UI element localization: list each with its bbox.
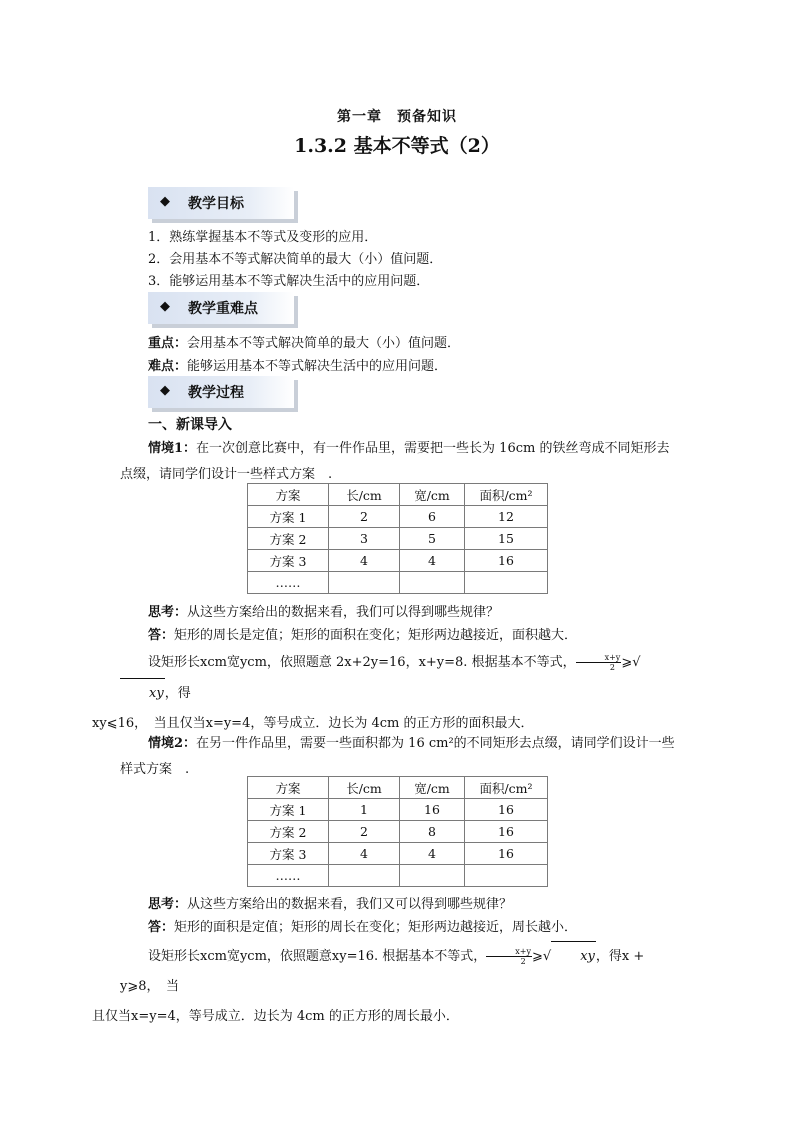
think-text: 从这些方案给出的数据来看，我们可以得到哪些规律？ <box>187 605 500 620</box>
answer-label: 答： <box>148 628 175 643</box>
analysis-text: ，得 <box>164 686 191 701</box>
think-text: 从这些方案给出的数据来看，我们又可以得到哪些规律？ <box>187 897 513 912</box>
table-cell: 4 <box>400 843 465 865</box>
scene2-think <box>148 893 512 912</box>
scene2-analysis: 设矩形长xcm宽ycm，依照题意xy=16. 根据基本不等式， $\frac{x+y}{2}$ ⩾√ xy，得x + y⩾8， 当 且仅当x=y=4，等号成立．边长为 4cm 的正方形的周长最小． <box>120 941 680 1032</box>
scene2-answer <box>148 916 577 935</box>
table-row <box>248 821 548 843</box>
table-cell: 方案 3 <box>248 550 329 572</box>
scene1-label: 情境1： <box>148 441 197 456</box>
table-cell: …… <box>248 572 329 594</box>
section-banner-keypoints <box>148 292 294 324</box>
goal-item: 2．会用基本不等式解决简单的最大（小）值问题． <box>148 252 443 267</box>
table-cell <box>329 572 400 594</box>
table-row <box>248 506 548 528</box>
table-header-cell: 长/cm <box>329 777 400 799</box>
difficult-point <box>148 355 447 374</box>
answer-text: 矩形的面积是定值；矩形的周长在变化；矩形两边越接近，周长越小． <box>174 920 578 935</box>
table-cell: 16 <box>465 821 548 843</box>
analysis-text: ，得x + y⩾8， 当 <box>120 949 645 994</box>
table-cell: 方案 1 <box>248 506 329 528</box>
scene1-text: 在一次创意比赛中，有一件作品里，需要把一些长为 16cm 的铁丝弯成不同矩形去点缀，请同学们设计一些样式方案 . <box>120 441 670 482</box>
relation-symbol: ⩾ <box>621 655 633 670</box>
scene1-think <box>148 601 499 620</box>
table-header-cell: 宽/cm <box>400 484 465 506</box>
table-cell <box>465 865 548 887</box>
sqrt-expression: xy <box>120 678 165 709</box>
table-cell: 12 <box>465 506 548 528</box>
table-cell: 6 <box>400 506 465 528</box>
scene2-text: 在另一件作品里，需要一些面积都为 16 cm²的不同矩形去点缀，请同学们设计一些样式方案 . <box>120 736 675 777</box>
table-cell: 16 <box>400 799 465 821</box>
table-cell: 3 <box>329 528 400 550</box>
table-cell: 方案 1 <box>248 799 329 821</box>
table-row <box>248 572 548 594</box>
scene2-table <box>247 776 548 887</box>
think-label: 思考： <box>148 605 188 620</box>
table-cell: 16 <box>465 843 548 865</box>
difficult-label: 难点： <box>148 359 188 374</box>
diamond-icon: ◆ <box>160 383 170 398</box>
section-title: 教学重难点 <box>188 301 258 317</box>
table-cell: 4 <box>329 550 400 572</box>
table-cell <box>400 572 465 594</box>
difficult-text: 能够运用基本不等式解决生活中的应用问题． <box>187 359 448 374</box>
relation-symbol: ⩾ <box>532 949 543 964</box>
sqrt-expression: xy <box>551 941 596 972</box>
scene1-paragraph <box>120 436 680 488</box>
section-title: 教学目标 <box>188 196 244 212</box>
section-title: 教学过程 <box>188 385 244 401</box>
analysis-text: 设矩形长xcm宽ycm，依照题意 2x+2y=16，x+y=8. 根据基本不等式， <box>148 655 576 670</box>
table-cell: 5 <box>400 528 465 550</box>
diamond-icon: ◆ <box>160 299 170 314</box>
table-cell <box>329 865 400 887</box>
table-row <box>248 799 548 821</box>
table-cell: 2 <box>329 821 400 843</box>
table-cell: …… <box>248 865 329 887</box>
table-header-cell: 面积/cm² <box>465 777 548 799</box>
goal-item: 3．能够运用基本不等式解决生活中的应用问题． <box>148 274 430 289</box>
table-cell: 15 <box>465 528 548 550</box>
fraction: $\frac{x+y}{2}$ <box>486 947 532 966</box>
table-cell <box>465 572 548 594</box>
key-text: 会用基本不等式解决简单的最大（小）值问题． <box>187 336 461 351</box>
table-header-cell: 宽/cm <box>400 777 465 799</box>
table-header-cell: 方案 <box>248 777 329 799</box>
table-cell: 方案 2 <box>248 528 329 550</box>
part-heading: 一、新课导入 <box>148 417 232 433</box>
table-header-row <box>248 777 548 799</box>
table-row <box>248 865 548 887</box>
table-cell: 方案 3 <box>248 843 329 865</box>
table-cell: 方案 2 <box>248 821 329 843</box>
table-row <box>248 843 548 865</box>
table-header-cell: 方案 <box>248 484 329 506</box>
table-cell: 4 <box>329 843 400 865</box>
goal-item: 1．熟练掌握基本不等式及变形的应用． <box>148 230 378 245</box>
analysis-text: 设矩形长xcm宽ycm，依照题意xy=16. 根据基本不等式， <box>148 949 487 964</box>
table-cell: 4 <box>400 550 465 572</box>
scene1-answer <box>148 624 577 643</box>
table-cell: 2 <box>329 506 400 528</box>
page-title: 1.3.2 基本不等式（2） <box>294 135 500 157</box>
scene1-analysis: 设矩形长xcm宽ycm，依照题意 2x+2y=16，x+y=8. 根据基本不等式， $\frac{x+y}{2}$ ⩾√xy，得 xy⩽16， 当且仅当x=y=4，等号成立．边长为 4cm 的正方形的面积最大． <box>92 653 641 731</box>
chapter-heading: 第一章 预备知识 <box>337 109 457 125</box>
table-cell: 16 <box>465 550 548 572</box>
diamond-icon: ◆ <box>160 194 170 209</box>
table-cell: 16 <box>465 799 548 821</box>
table-row <box>248 528 548 550</box>
fraction: $\frac{x+y}{2}$ <box>576 653 622 672</box>
answer-text: 矩形的周长是定值；矩形的面积在变化；矩形两边越接近，面积越大． <box>174 628 578 643</box>
think-label: 思考： <box>148 897 188 912</box>
key-point <box>148 332 460 351</box>
table-cell: 1 <box>329 799 400 821</box>
table-cell <box>400 865 465 887</box>
key-label: 重点： <box>148 336 188 351</box>
scene1-table <box>247 483 548 594</box>
table-cell: 8 <box>400 821 465 843</box>
answer-label: 答： <box>148 920 175 935</box>
analysis-text: 且仅当x=y=4，等号成立．边长为 4cm 的正方形的周长最小． <box>92 1009 459 1024</box>
section-banner-process <box>148 376 294 408</box>
table-header-cell: 面积/cm² <box>465 484 548 506</box>
section-banner-goals <box>148 187 294 219</box>
table-header-row <box>248 484 548 506</box>
table-header-cell: 长/cm <box>329 484 400 506</box>
table-row <box>248 550 548 572</box>
scene2-label: 情境2： <box>148 736 197 751</box>
analysis-text: xy⩽16， 当且仅当x=y=4，等号成立．边长为 4cm 的正方形的面积最大． <box>92 716 534 731</box>
